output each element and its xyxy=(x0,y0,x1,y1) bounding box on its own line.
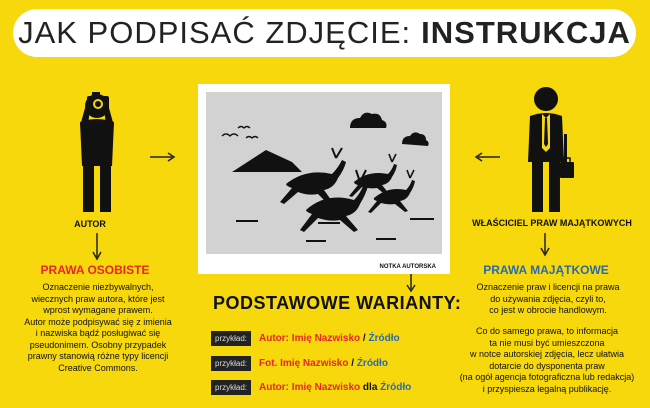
arrow-down-note-icon xyxy=(405,274,417,294)
property-rights-text: Oznaczenie praw i licencji na prawa do używania zdjęcia, czyli to, co jest w obrocie handlowym. xyxy=(476,282,620,315)
author-label: AUTOR xyxy=(74,219,106,229)
personal-rights-heading: PRAWA OSOBISTE xyxy=(40,263,150,277)
variant-3-author: Autor: Imię Nazwisko xyxy=(259,381,361,393)
variant-3 xyxy=(211,378,411,396)
arrow-down-left-icon xyxy=(91,233,103,263)
variant-2-source: Źródło xyxy=(356,357,388,369)
example-tag: przykład: xyxy=(211,380,251,395)
photographer-icon xyxy=(68,86,124,214)
photo-area xyxy=(206,92,442,254)
author-note: NOTKA AUTORSKA xyxy=(379,264,436,270)
variant-2-author: Fot. Imię Nazwisko xyxy=(259,357,349,369)
variant-1-separator: / xyxy=(360,332,369,344)
variants-title: PODSTAWOWE WARIANTY: xyxy=(213,293,462,313)
variant-3-source: Źródło xyxy=(380,381,412,393)
variant-1-source: Źródło xyxy=(368,332,400,344)
title-light: JAK PODPISAĆ ZDJĘCIE: xyxy=(18,15,412,50)
title-bar xyxy=(13,9,636,57)
property-rights-heading: PRAWA MAJĄTKOWE xyxy=(483,263,609,277)
variant-1-author: Autor: Imię Nazwisko xyxy=(259,332,361,344)
variant-1 xyxy=(211,329,400,347)
arrow-right-icon xyxy=(148,150,178,164)
example-tag: przykład: xyxy=(211,331,251,346)
arrow-down-right-icon xyxy=(539,233,551,259)
deer-illustration xyxy=(206,92,442,254)
variant-3-separator: dla xyxy=(360,381,381,393)
businessman-icon xyxy=(520,86,576,214)
title-bold: INSTRUKCJA xyxy=(421,15,631,50)
example-tag: przykład: xyxy=(211,356,251,371)
variant-2 xyxy=(211,354,388,372)
property-rights-note: Co do samego prawa, to informacja ta nie musi być umieszczona w notce autorskiej zdjęcia, lecz ułatwia dotarcie do dysponenta praw (na ogół agencja fotograficzna lub redakcja) i przyspiesza legalną publikację. xyxy=(459,326,635,394)
photo-frame xyxy=(198,84,450,274)
arrow-left-icon xyxy=(472,150,502,164)
variant-2-separator: / xyxy=(348,357,357,369)
owner-label: WŁAŚCICIEL PRAW MAJĄTKOWYCH xyxy=(472,218,632,228)
personal-rights-text: Oznaczenie niezbywalnych, wiecznych praw autora, które jest wprost wymagane prawem. Autor może podpisywać się z imienia i nazwiska bądź posługiwać się pseudonimem. Osobny przypadek prawny stanowią różne typy licencji Creative Commons. xyxy=(24,282,172,373)
